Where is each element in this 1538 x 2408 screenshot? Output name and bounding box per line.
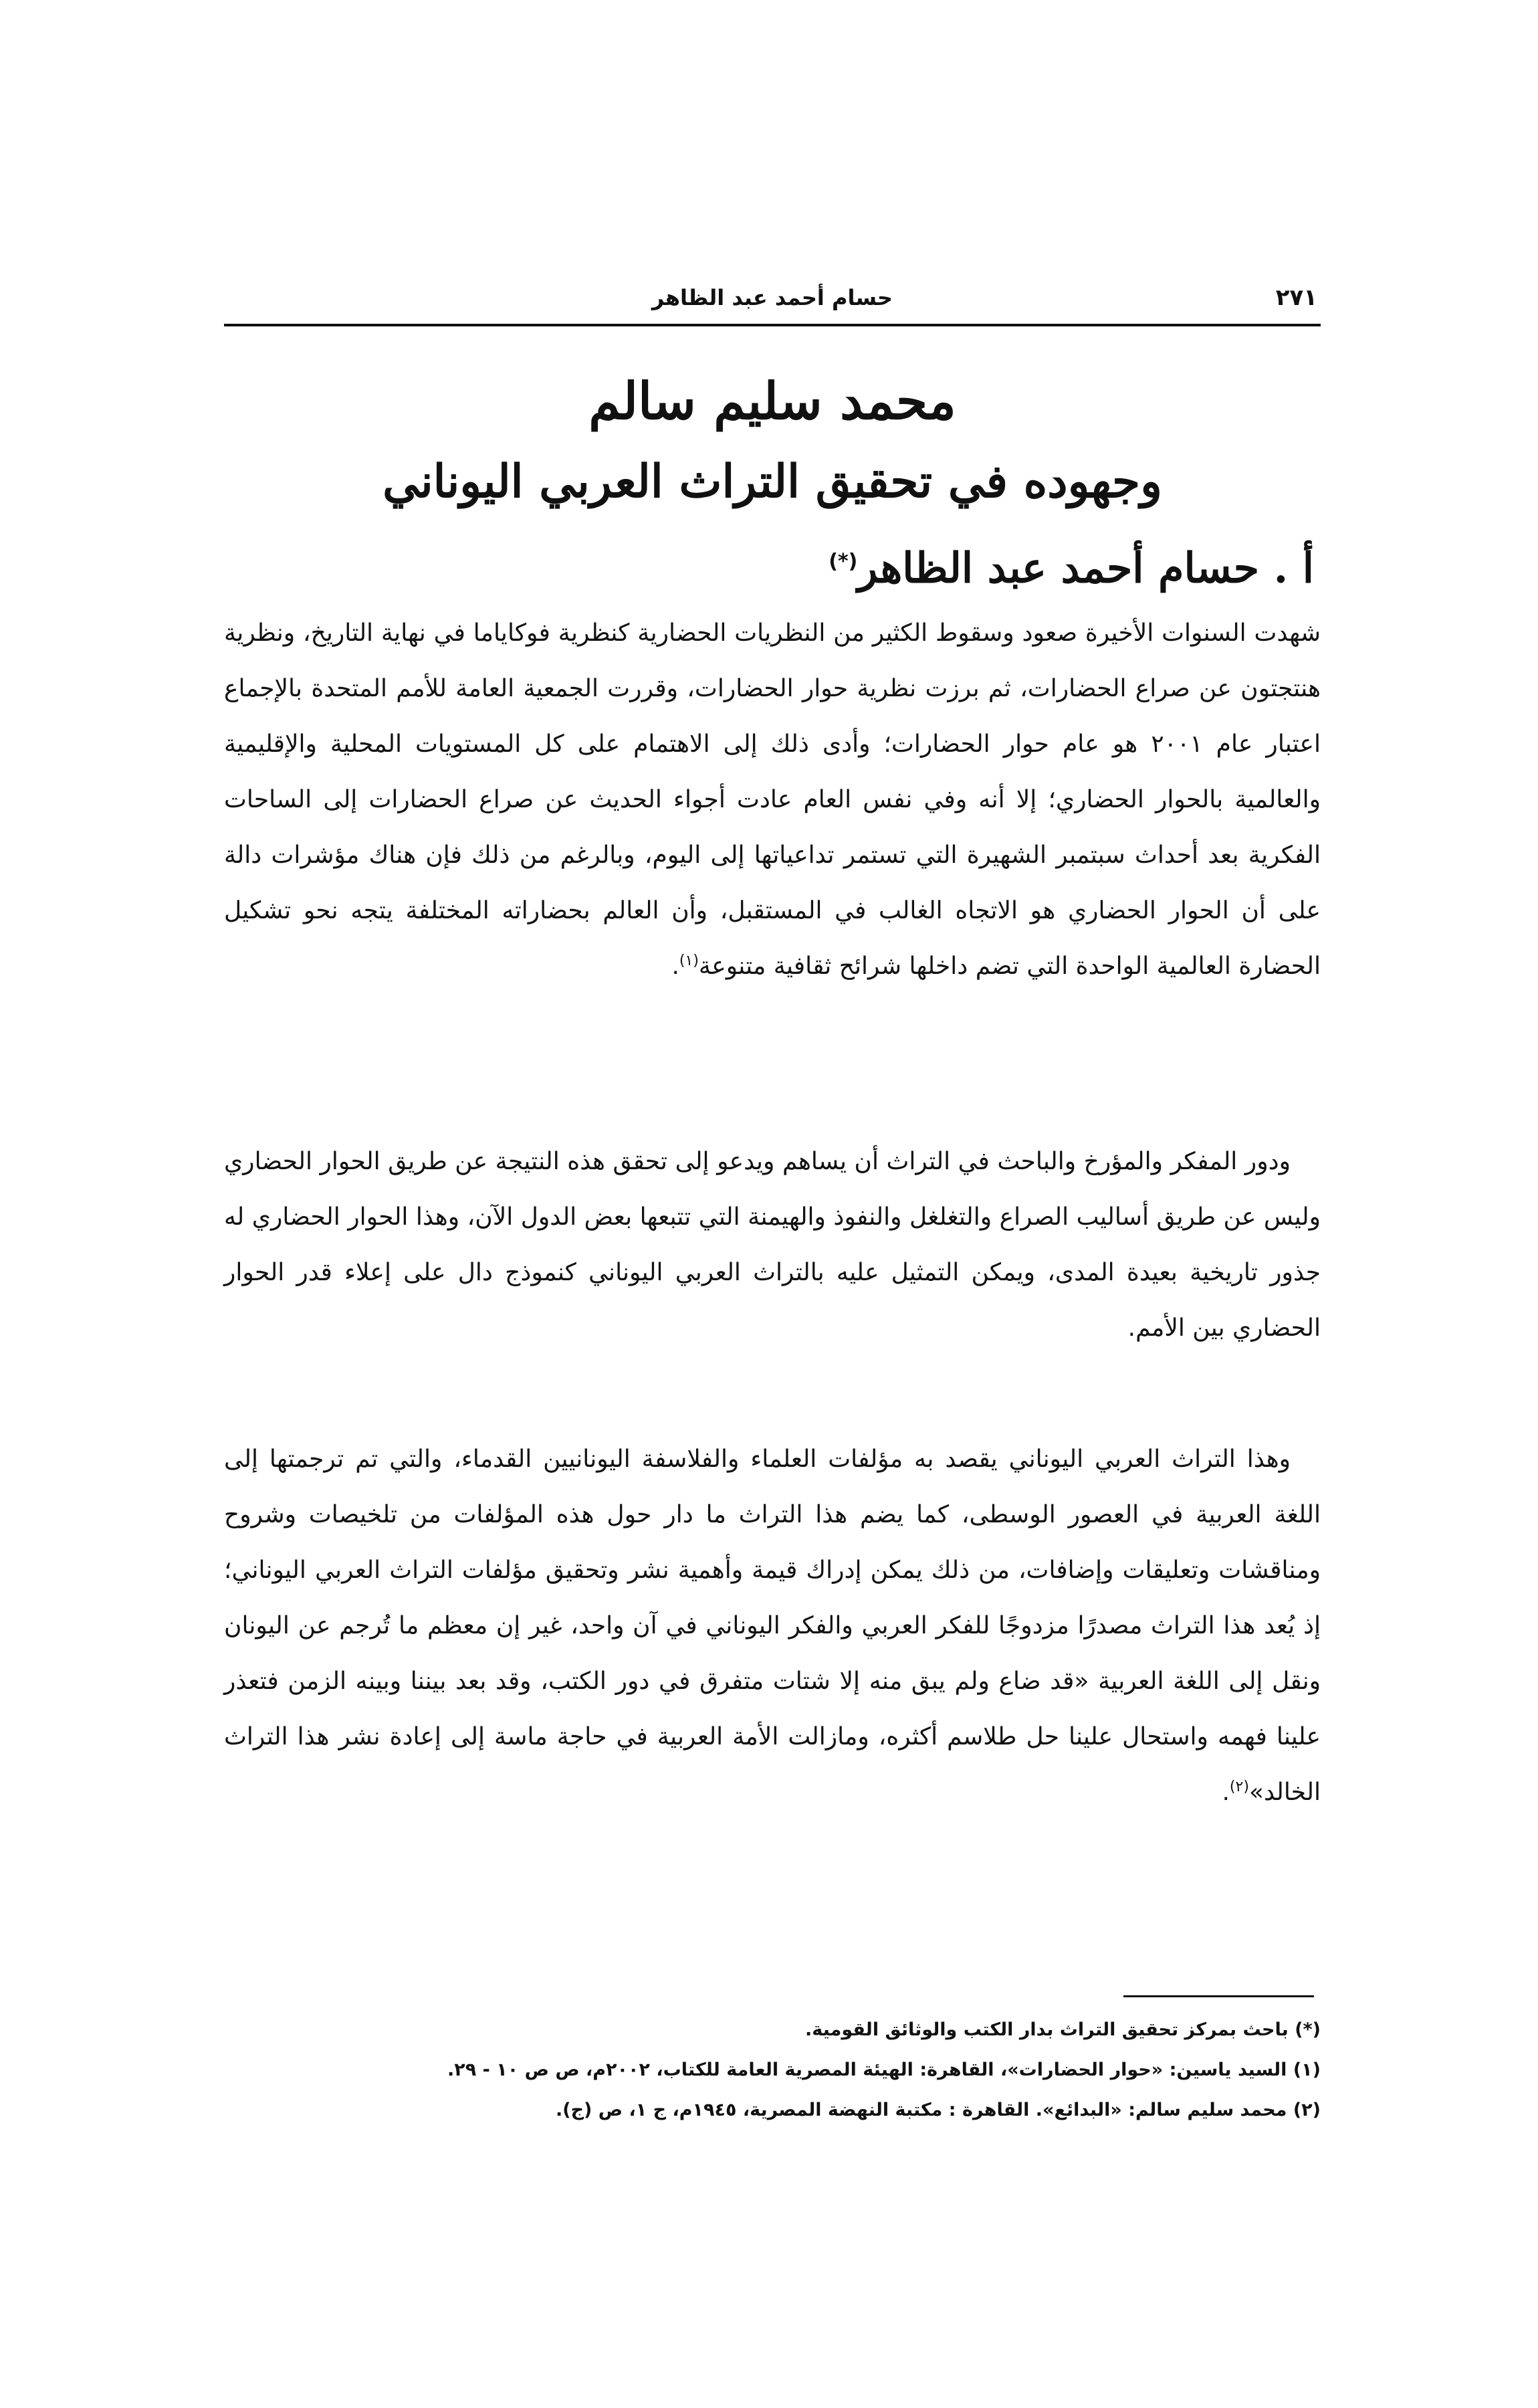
- footnote-ref-2: (٢): [1229, 1779, 1249, 1795]
- footnote-separator: [1123, 1995, 1314, 1997]
- footnote-1: (١) السيد ياسين: «حوار الحضارات»، القاهرة: الهيئة المصرية العامة للكتاب، ٢٠٠٢م، ص ص ١٠ - ٢٩.: [447, 2060, 1321, 2080]
- paragraph-2-text: ودور المفكر والمؤرخ والباحث في التراث أن يساهم ويدعو إلى تحقق هذه النتيجة عن طريق الحوار الحضاري وليس عن طريق أساليب الصراع والتغلغل والنفوذ والهيمنة التي تتبعها بعض الدول الآن، وهذا الحوار الحضاري له جذور تاريخية بعيدة المدى، ويمكن التمثيل عليه بالتراث العربي اليوناني كنموذج دال على إعلاء قدر الحوار الحضاري بين الأمم.: [224, 1148, 1321, 1342]
- footnote-author: (*) باحث بمركز تحقيق التراث بدار الكتب والوثائق القومية.: [804, 2019, 1321, 2040]
- paragraph-1-end: .: [671, 952, 679, 980]
- author-prefix: أ .: [1259, 543, 1314, 593]
- footnote-ref-1: (١): [679, 952, 699, 969]
- running-header: [227, 278, 1317, 318]
- paragraph-2: [224, 1134, 1321, 1356]
- footnote-2: (٢) محمد سليم سالم: «البدائع». القاهرة : مكتبة النهضة المصرية، ١٩٤٥م، ج ١، ص (ج).: [555, 2100, 1321, 2120]
- paragraph-3-end: .: [1222, 1779, 1230, 1806]
- footnotes: [224, 2010, 1321, 2130]
- article-title-line-1: محمد سليم سالم: [588, 371, 956, 431]
- header-rule: [224, 324, 1321, 326]
- author-name: حسام أحمد عبد الظاهر: [857, 543, 1260, 593]
- author-footnote-mark: (*): [829, 550, 858, 573]
- paragraph-3: [224, 1431, 1321, 1820]
- paragraph-1-text: شهدت السنوات الأخيرة صعود وسقوط الكثير من النظريات الحضارية كنظرية فوكاياما في نهاية التاريخ، ونظرية هنتجتون عن صراع الحضارات، ثم برزت نظرية حوار الحضارات، وقررت الجمعية العامة للأمم المتحدة بالإجماع اعتبار عام ٢٠٠١ هو عام حوار الحضارات؛ وأدى ذلك إلى الاهتمام على كل المستويات المحلية والإقليمية والعالمية بالحوار الحضاري؛ إلا أنه وفي نفس العام عادت أجواء الحديث عن صراع الحضارات إلى الساحات الفكرية بعد أحداث سبتمبر الشهيرة التي تستمر تداعياتها إلى اليوم، وبالرغم من ذلك فإن هناك مؤشرات دالة على أن الحوار الحضاري هو الاتجاه الغالب في المستقبل، وأن العالم بحضاراته المختلفة يتجه نحو تشكيل الحضارة العالمية الواحدة التي تضم داخلها شرائح ثقافية متنوعة: [224, 619, 1321, 980]
- author-byline: [224, 528, 1314, 602]
- article-title-line-2: وجهوده في تحقيق التراث العربي اليوناني: [382, 455, 1162, 508]
- paragraph-3-text: وهذا التراث العربي اليوناني يقصد به مؤلفات العلماء والفلاسفة اليونانيين القدماء، والتي تم ترجمتها إلى اللغة العربية في العصور الوسطى، كما يضم هذا التراث ما دار حول هذه المؤلفات من تلخيصات وشروح ومناقشات وتعليقات وإضافات، من ذلك يمكن إدراك قيمة وأهمية نشر وتحقيق مؤلفات التراث العربي اليوناني؛ إذ يُعد هذا التراث مصدرًا مزدوجًا للفكر العربي والفكر اليوناني في آن واحد، غير إن معظم ما تُرجم عن اليونان ونقل إلى اللغة العربية «قد ضاع ولم يبق منه إلا شتات متفرق في دور الكتب، وقد بعد بيننا وبينه الزمن فتعذر علينا فهمه واستحال علينا حل طلاسم أكثره، ومازالت الأمة العربية في حاجة ماسة إلى إعادة نشر هذا التراث الخالد»: [224, 1445, 1321, 1806]
- running-header-author: حسام أحمد عبد الظاهر: [651, 285, 893, 310]
- page-number: ٢٧١: [1275, 284, 1317, 311]
- paragraph-1: [224, 605, 1321, 994]
